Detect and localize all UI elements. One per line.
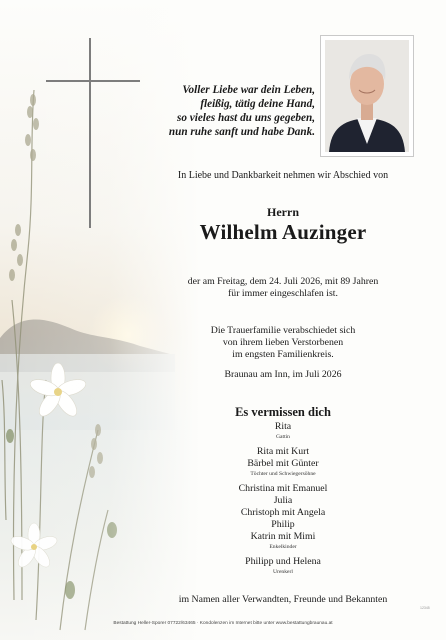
mourners-heading: Es vermissen dich (235, 405, 331, 419)
portrait-photo (320, 35, 414, 157)
verse-line: nun ruhe sanft und habe Dank. (168, 126, 315, 138)
intro-text: In Liebe und Dankbarkeit nehmen wir Abschied von (177, 170, 389, 181)
mourner-relation: Töchter und Schwiegersöhne (250, 471, 316, 477)
closing-text: im Namen aller Verwandten, Freunde und Bekannten (178, 594, 388, 605)
mourner-group (150, 556, 416, 576)
mourner-relation: Urenkerl (273, 569, 293, 575)
verse-line: fleißig, tätig deine Hand, (200, 98, 315, 110)
footer-text: Bestattung Heller-Sporer 07722/63465 · Kondolenzen im Internet bitte unter www.bestattungbraunau.at (113, 621, 333, 626)
place-date: Braunau am Inn, im Juli 2026 (224, 369, 342, 380)
death-notice (150, 276, 416, 300)
cross-icon (46, 38, 140, 228)
salutation: Herrn (267, 205, 299, 219)
mourner-group (150, 446, 416, 478)
verse-line: so vieles hast du uns gegeben, (177, 112, 315, 124)
mourner-list (150, 421, 416, 581)
mourner-relation: Gattin (276, 434, 290, 440)
mourner-relation: Enkelkinder (269, 544, 297, 550)
family-notice (150, 325, 416, 361)
mourner-name: Philipp und Helena (245, 556, 321, 567)
mourner-name: Christina mit Emanuel (238, 483, 328, 494)
death-notice-line: für immer eingeschlafen ist. (228, 288, 338, 299)
mourner-name: Bärbel mit Günter (247, 458, 319, 469)
deceased-name: Wilhelm Auzinger (199, 220, 367, 244)
family-notice-line: Die Trauerfamilie verabschiedet sich (210, 325, 356, 336)
family-notice-line: im engsten Familienkreis. (232, 349, 334, 360)
mourner-name: Julia (273, 495, 293, 506)
mourner-name: Katrin mit Mimi (250, 531, 316, 542)
death-notice-line: der am Freitag, dem 24. Juli 2026, mit 89 Jahren (187, 276, 379, 287)
family-notice-line: von ihrem lieben Verstorbenen (222, 337, 344, 348)
document-code: 12345 (420, 606, 430, 610)
mourner-name: Rita (274, 421, 292, 432)
memorial-verse (150, 83, 315, 139)
mourner-name: Rita mit Kurt (256, 446, 310, 457)
mourner-group (150, 483, 416, 551)
mourner-name: Christoph mit Angela (240, 507, 326, 518)
verse-line: Voller Liebe war dein Leben, (182, 84, 315, 96)
mourner-name: Philip (271, 519, 295, 530)
mourner-group (150, 421, 416, 441)
